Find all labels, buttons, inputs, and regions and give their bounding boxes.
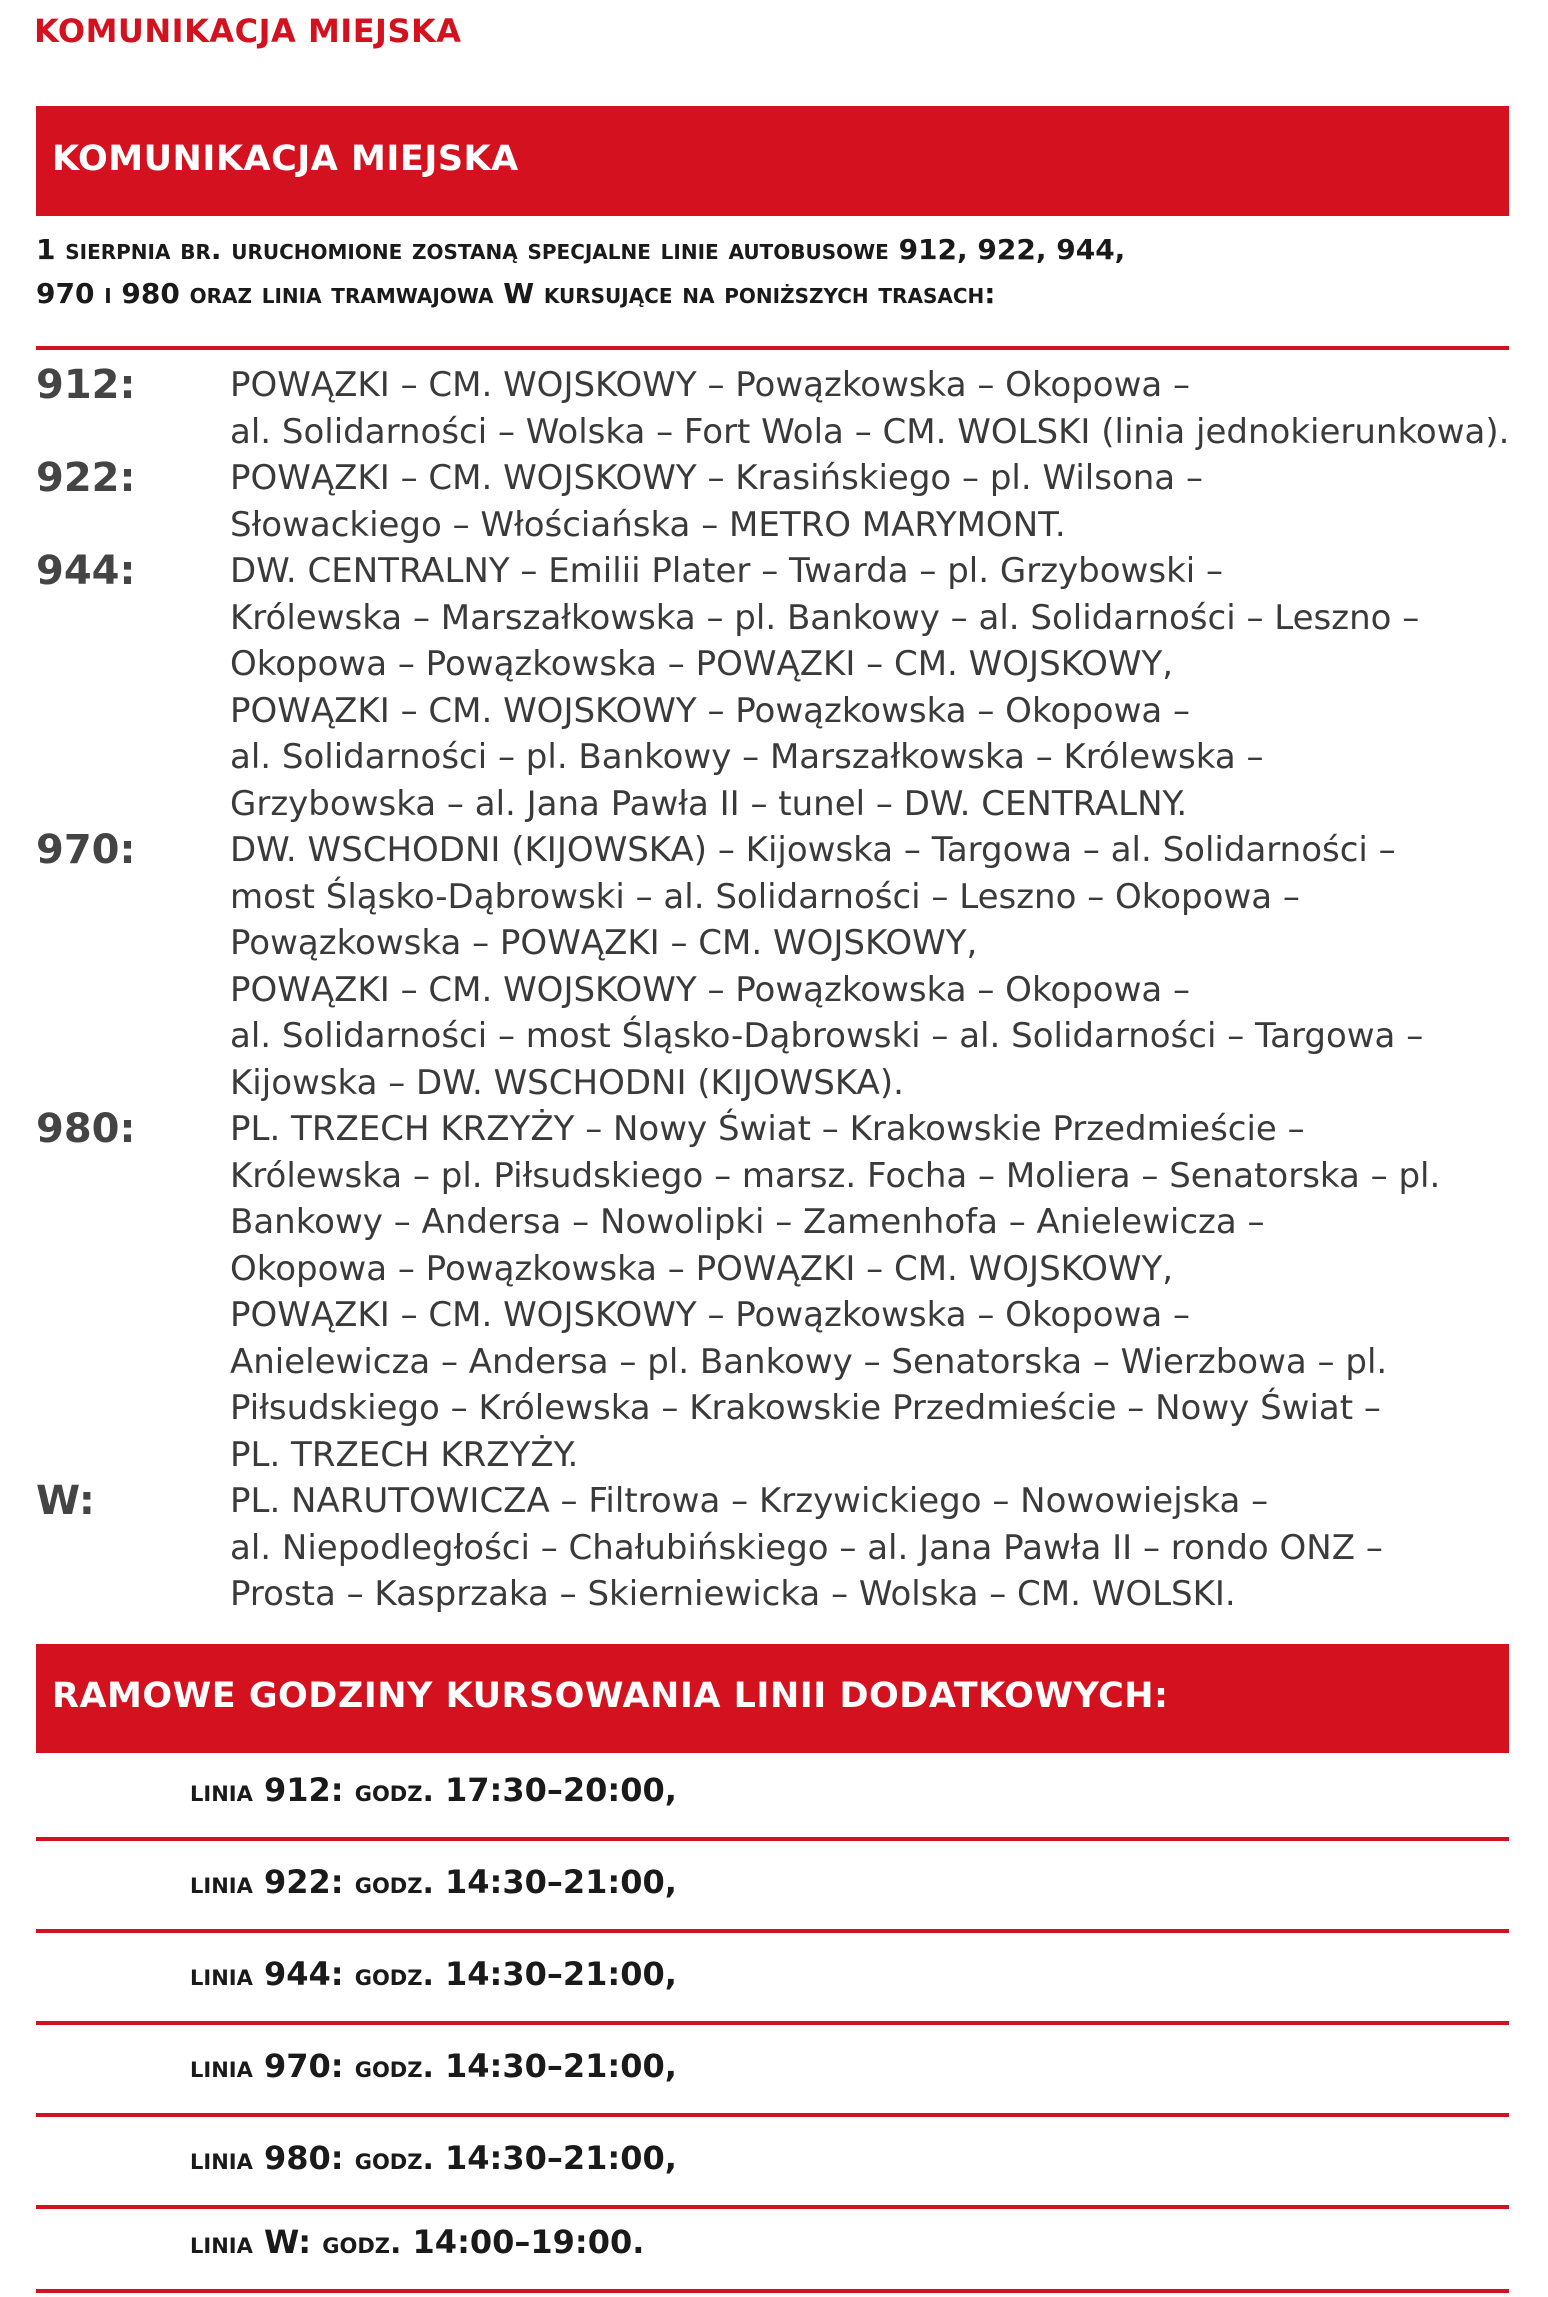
route-line: POWĄZKI – CM. WOJSKOWY – Powązkowska – Okopowa – bbox=[230, 690, 1191, 731]
time-range: 14:30–21:00, bbox=[445, 2047, 677, 2085]
intro-line: 1 sierpnia br. uruchomione zostaną specjalne linie autobusowe 912, 922, 944, bbox=[36, 233, 1126, 266]
linia-label: linia bbox=[190, 2142, 253, 2177]
route-line: al. Solidarności – pl. Bankowy – Marszałkowska – Królewska – bbox=[230, 737, 1264, 777]
hours-title: RAMOWE GODZINY KURSOWANIA LINII DODATKOWYCH: bbox=[52, 1676, 1169, 1716]
hours-row-text bbox=[190, 1771, 677, 1809]
line-number: 980: bbox=[263, 2139, 344, 2177]
route-line: POWĄZKI – CM. WOJSKOWY – Powązkowska – Okopowa – bbox=[230, 1295, 1191, 1335]
row-divider bbox=[36, 2113, 1509, 2117]
route-line: al. Solidarności – most Śląsko-Dąbrowski – al. Solidarności – Targowa – bbox=[230, 1016, 1424, 1056]
line-number: 922: bbox=[263, 1863, 344, 1901]
row-divider bbox=[36, 2289, 1509, 2293]
time-range: 14:30–21:00, bbox=[445, 2139, 677, 2177]
route-line: Grzybowska – al. Jana Pawła II – tunel – DW. CENTRALNY. bbox=[230, 783, 1188, 824]
route-line: al. Niepodległości – Chałubińskiego – al. Jana Pawła II – rondo ONZ – bbox=[230, 1527, 1383, 1568]
row-divider bbox=[36, 2021, 1509, 2025]
route-number: 980: bbox=[36, 1106, 136, 1152]
route-line: Okopowa – Powązkowska – POWĄZKI – CM. WOJSKOWY, bbox=[230, 1248, 1174, 1289]
hours-row bbox=[0, 1937, 1548, 2025]
route-line: Słowackiego – Włościańska – METRO MARYMONT. bbox=[230, 504, 1066, 545]
hours-row-text bbox=[190, 1863, 677, 1901]
hours-row-text bbox=[190, 2223, 644, 2261]
route-number: 944: bbox=[36, 548, 136, 594]
linia-label: linia bbox=[190, 2226, 253, 2261]
route-line: Piłsudskiego – Królewska – Krakowskie Przedmieście – Nowy Świat – bbox=[230, 1388, 1381, 1428]
route-number: 922: bbox=[36, 455, 136, 501]
hours-row bbox=[0, 1845, 1548, 1933]
hours-row bbox=[0, 2205, 1548, 2293]
godz-label: godz. bbox=[354, 1774, 434, 1809]
route-description bbox=[230, 1106, 1520, 1478]
header-title: KOMUNIKACJA MIEJSKA bbox=[52, 139, 519, 179]
route-line: DW. CENTRALNY – Emilii Plater – Twarda – pl. Grzybowski – bbox=[230, 551, 1224, 591]
line-number: W: bbox=[263, 2223, 312, 2261]
line-number: 912: bbox=[263, 1771, 344, 1809]
route-description bbox=[230, 548, 1520, 827]
route-description bbox=[230, 362, 1520, 455]
godz-label: godz. bbox=[354, 1958, 434, 1993]
hours-row-text bbox=[190, 2139, 677, 2177]
linia-label: linia bbox=[190, 2050, 253, 2085]
route-number: 912: bbox=[36, 362, 136, 408]
route-line: Powązkowska – POWĄZKI – CM. WOJSKOWY, bbox=[230, 923, 978, 963]
godz-label: godz. bbox=[354, 2050, 434, 2085]
route-number: 970: bbox=[36, 827, 136, 873]
route-description bbox=[230, 827, 1520, 1106]
route-line: POWĄZKI – CM. WOJSKOWY – Powązkowska – Okopowa – bbox=[230, 365, 1191, 405]
godz-label: godz. bbox=[354, 2142, 434, 2177]
hours-row bbox=[0, 2121, 1548, 2209]
divider bbox=[36, 346, 1509, 350]
route-line: POWĄZKI – CM. WOJSKOWY – Krasińskiego – pl. Wilsona – bbox=[230, 458, 1203, 498]
route-line: most Śląsko-Dąbrowski – al. Solidarności – Leszno – Okopowa – bbox=[230, 876, 1300, 917]
linia-label: linia bbox=[190, 1774, 253, 1809]
linia-label: linia bbox=[190, 1958, 253, 1993]
time-range: 14:30–21:00, bbox=[445, 1863, 677, 1901]
godz-label: godz. bbox=[354, 1866, 434, 1901]
hours-banner bbox=[36, 1644, 1509, 1753]
route-line: Bankowy – Andersa – Nowolipki – Zamenhofa – Anielewicza – bbox=[230, 1202, 1265, 1242]
hours-row bbox=[0, 2029, 1548, 2117]
time-range: 17:30–20:00, bbox=[445, 1771, 677, 1809]
route-line: Okopowa – Powązkowska – POWĄZKI – CM. WOJSKOWY, bbox=[230, 644, 1174, 684]
section-label: KOMUNIKACJA MIEJSKA bbox=[34, 12, 462, 50]
route-description bbox=[230, 1478, 1520, 1618]
route-line: PL. TRZECH KRZYŻY. bbox=[230, 1434, 579, 1475]
route-line: Królewska – Marszałkowska – pl. Bankowy – al. Solidarności – Leszno – bbox=[230, 597, 1420, 638]
godz-label: godz. bbox=[322, 2226, 402, 2261]
header-banner bbox=[36, 106, 1509, 216]
route-line: Anielewicza – Andersa – pl. Bankowy – Senatorska – Wierzbowa – pl. bbox=[230, 1341, 1388, 1382]
line-number: 944: bbox=[263, 1955, 344, 1993]
route-number: W: bbox=[36, 1478, 95, 1524]
route-description bbox=[230, 455, 1520, 548]
route-line: POWĄZKI – CM. WOJSKOWY – Powązkowska – Okopowa – bbox=[230, 969, 1191, 1010]
linia-label: linia bbox=[190, 1866, 253, 1901]
line-number: 970: bbox=[263, 2047, 344, 2085]
intro-text bbox=[36, 228, 1509, 316]
route-line: Prosta – Kasprzaka – Skierniewicka – Wolska – CM. WOLSKI. bbox=[230, 1574, 1236, 1614]
route-line: al. Solidarności – Wolska – Fort Wola – CM. WOLSKI (linia jednokierunkowa). bbox=[230, 411, 1510, 452]
route-line: PL. NARUTOWICZA – Filtrowa – Krzywickiego – Nowowiejska – bbox=[230, 1481, 1269, 1521]
row-divider bbox=[36, 1837, 1509, 1841]
route-line: PL. TRZECH KRZYŻY – Nowy Świat – Krakowskie Przedmieście – bbox=[230, 1109, 1305, 1149]
hours-row bbox=[0, 1753, 1548, 1841]
route-line: Kijowska – DW. WSCHODNI (KIJOWSKA). bbox=[230, 1062, 904, 1103]
hours-row-text bbox=[190, 2047, 677, 2085]
route-line: DW. WSCHODNI (KIJOWSKA) – Kijowska – Targowa – al. Solidarności – bbox=[230, 830, 1396, 870]
route-line: Królewska – pl. Piłsudskiego – marsz. Focha – Moliera – Senatorska – pl. bbox=[230, 1155, 1441, 1196]
time-range: 14:30–21:00, bbox=[445, 1955, 677, 1993]
intro-line: 970 i 980 oraz linia tramwajowa W kursujące na poniższych trasach: bbox=[36, 277, 996, 310]
hours-row-text bbox=[190, 1955, 677, 1993]
row-divider bbox=[36, 1929, 1509, 1933]
time-range: 14:00–19:00. bbox=[412, 2223, 645, 2261]
